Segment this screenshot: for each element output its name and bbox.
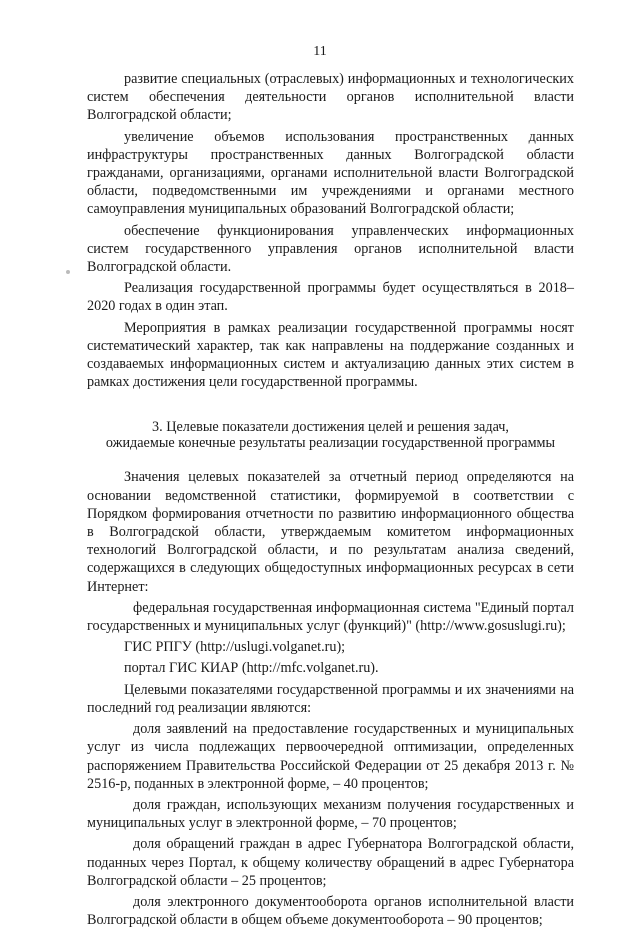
- section-heading-line1: 3. Целевые показатели достижения целей и решения задач,: [152, 419, 509, 436]
- list-item-applications-share: доля заявлений на предоставление государственных и муниципальных услуг из числа подлежащих первоочередной оптимизации, определенных распоряжением Правительства Российской Федерации от 25 декабря 2013 г. № 2516-р, поданных в электронной форме, – 40 процентов;: [87, 721, 574, 792]
- list-item-gis-rpgu: ГИС РПГУ (http://uslugi.volganet.ru);: [124, 639, 346, 656]
- list-item-appeals-share: доля обращений граждан в адрес Губернатора Волгоградской области, поданных через Портал, к общему количеству обращений в адрес Губернатора Волгоградской области – 25 процентов;: [87, 836, 574, 889]
- paragraph-tech-systems: развитие специальных (отраслевых) информационных и технологических систем обеспечения деятельности органов исполнительной власти Волгоградской области;: [87, 71, 574, 124]
- document-body: [87, 70, 574, 932]
- page-number: 11: [313, 44, 327, 59]
- section-heading: [87, 419, 574, 451]
- section-heading-line2: ожидаемые конечные результаты реализации государственной программы: [105, 435, 556, 452]
- list-item-edm-share: доля электронного документооборота органов исполнительной власти Волгоградской области в общем объеме документооборота – 90 процентов;: [87, 893, 574, 929]
- paragraph-target-indicators: Целевыми показателями государственной программы и их значениями на последний год реализации являются:: [87, 681, 574, 716]
- list-item-gis-kiar: портал ГИС КИАР (http://mfc.volganet.ru).: [124, 660, 379, 677]
- list-item-gosuslugi: федеральная государственная информационная система "Единый портал государственных и муниципальных услуг (функций)" (http://www.gosuslugi.ru);: [87, 599, 574, 635]
- paragraph-activities: Мероприятия в рамках реализации государственной программы носят систематический характер, так как направлены на поддержание созданных и создаваемых информационных систем и актуализацию данных этих систем в рамках достижения цели государственной программы.: [87, 319, 574, 391]
- paragraph-spatial-data: увеличение объемов использования пространственных данных инфраструктуры пространственных данных Волгоградской области гражданами, организациями, органами исполнительной власти Волгоградской области, подведомственными им учреждениями и органами местного самоуправления муниципальных образований Волгоградской области;: [87, 128, 574, 218]
- margin-mark: [66, 270, 70, 274]
- paragraph-implementation-period: Реализация государственной программы будет осуществляться в 2018–2020 годах в один этап.: [87, 280, 574, 315]
- paragraph-management-systems: обеспечение функционирования управленческих информационных систем государственного управления органов исполнительной власти Волгоградской области.: [87, 222, 574, 276]
- paragraph-indicator-values: Значения целевых показателей за отчетный период определяются на основании ведомственной статистики, формируемой в соответствии с Порядком формирования отчетности по развитию информационного общества в Волгоградской области, утверждаемым комитетом информационных технологий Волгоградской области, и по результатам анализа сведений, содержащихся в следующих общедоступных информационных ресурсах в сети Интернет:: [87, 469, 574, 595]
- list-item-citizens-share: доля граждан, использующих механизм получения государственных и муниципальных услуг в электронной форме, – 70 процентов;: [87, 796, 574, 832]
